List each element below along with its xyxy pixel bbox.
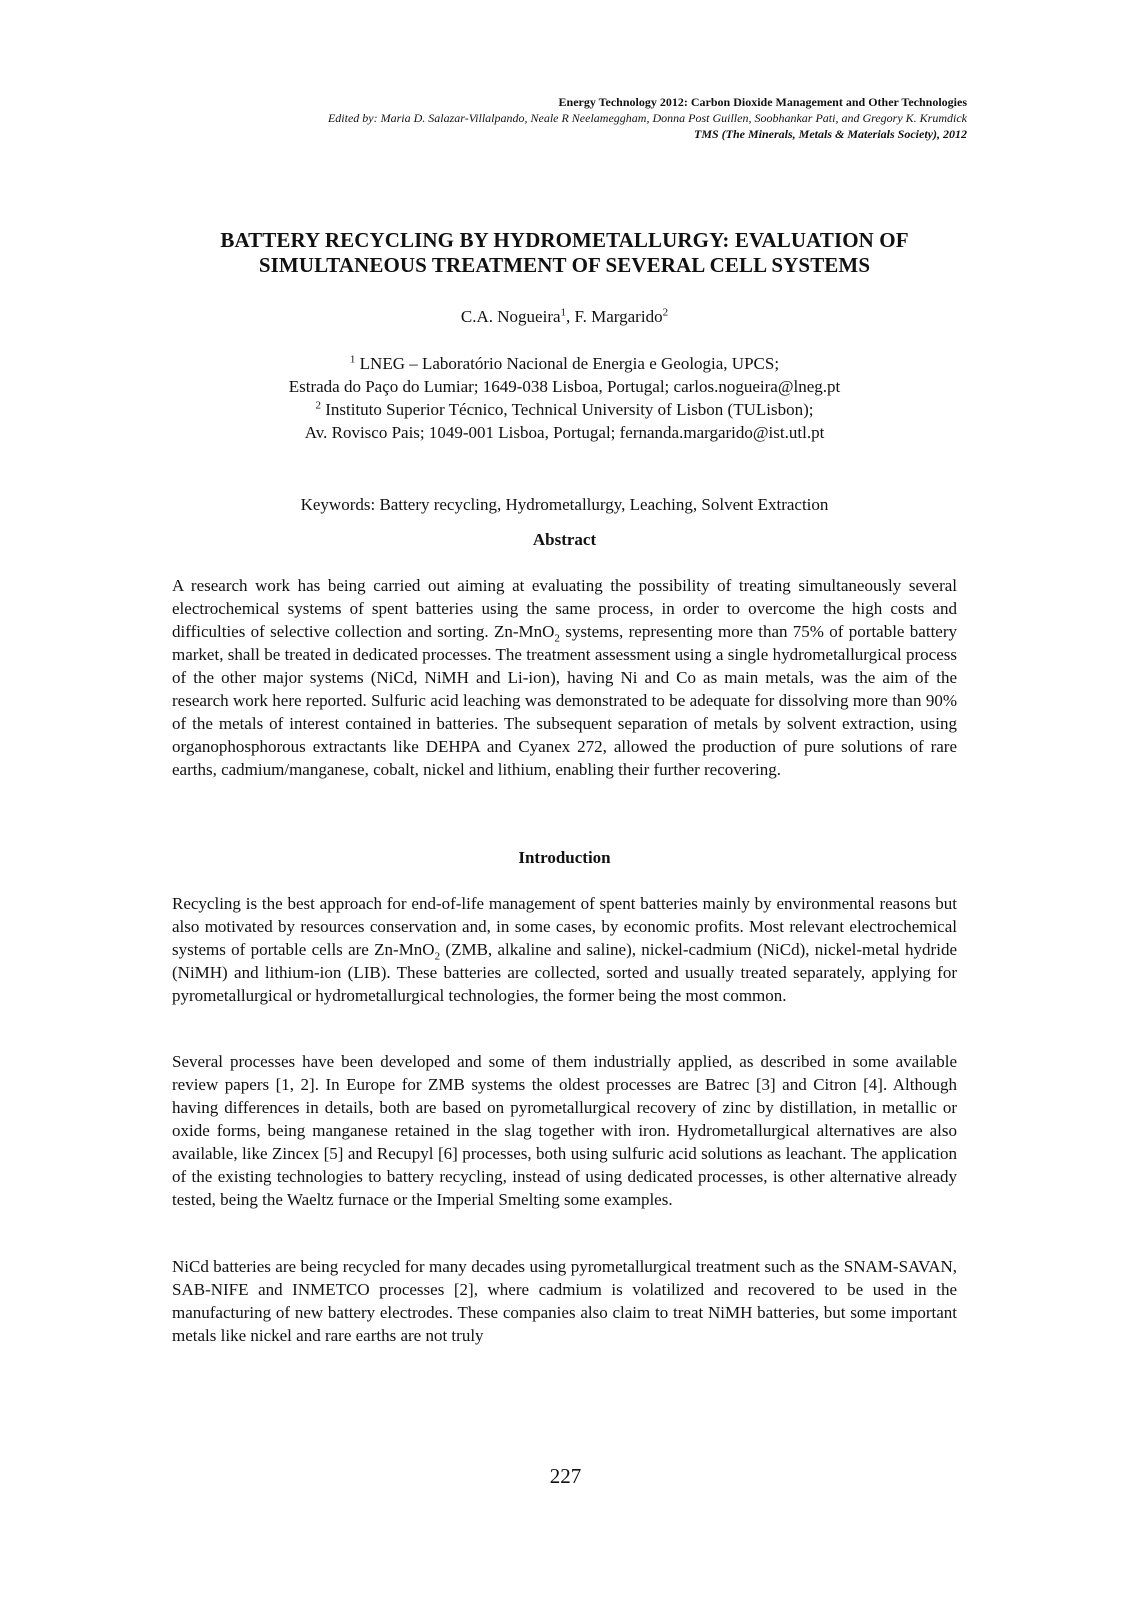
author-1-affil-mark: 1: [560, 306, 567, 319]
affiliation-1-name: LNEG – Laboratório Nacional de Energia e Geologia, UPCS;: [355, 354, 780, 373]
abstract-subscript: 2: [554, 632, 560, 645]
author-2: F. Margarido: [574, 307, 663, 326]
author-2-affil-mark: 2: [662, 306, 669, 319]
title-line-2: SIMULTANEOUS TREATMENT OF SEVERAL CELL SYSTEMS: [258, 253, 871, 277]
page-number: 227: [549, 1464, 582, 1488]
header-proceedings-title: Energy Technology 2012: Carbon Dioxide Management and Other Technologies: [558, 95, 967, 109]
author-separator: ,: [566, 307, 575, 326]
header-publisher: TMS (The Minerals, Metals & Materials Society), 2012: [694, 127, 967, 141]
abstract-text-1: A research work has being carried out aiming at evaluating the possibility of treating simultaneously several electrochemical systems of spent batteries using the same process, in order to overcome the high costs and difficulties of selective collection and sorting. Zn-MnO: [172, 576, 957, 641]
intro-paragraph-2: Several processes have been developed and some of them industrially applied, as described in some available review papers [1, 2]. In Europe for ZMB systems the oldest processes are Batrec [3] and Citron [4]. Although having differences in details, both are based on pyrometallurgical recovery of zinc by distillation, in metallic or oxide forms, being manganese retained in the slag together with iron. Hydrometallurgical alternatives are also available, like Zincex [5] and Recupyl [6] processes, both using sulfuric acid solutions as leachant. The application of the existing technologies to battery recycling, instead of using dedicated processes, is other alternative already tested, being the Waeltz furnace or the Imperial Smelting some examples.: [172, 1052, 957, 1209]
affiliation-2-address: Av. Rovisco Pais; 1049-001 Lisboa, Portugal; fernanda.margarido@ist.utl.pt: [304, 423, 825, 442]
intro-p1-text-1: Recycling is the best approach for end-of-life management of spent batteries mainly by environmental reasons but also motivated by resources conservation and, in some cases, by economic profits. Most relevant electrochemical systems of portable cells are Zn-MnO: [172, 894, 957, 959]
author-list: [172, 306, 957, 328]
intro-p1-subscript: 2: [434, 950, 441, 963]
running-header: [167, 94, 967, 142]
affiliation-1-mark: 1: [349, 353, 356, 366]
intro-paragraph-1: [172, 892, 957, 1007]
paper-title: [172, 228, 957, 278]
intro-paragraph-3: NiCd batteries are being recycled for many decades using pyrometallurgical treatment such as the SNAM-SAVAN, SAB-NIFE and INMETCO processes [2], where cadmium is volatilized and recovered to be used in the manufacturing of new battery electrodes. These companies also claim to treat NiMH batteries, but some important metals like nickel and rare earths are not truly: [172, 1257, 957, 1345]
affiliation-1-address: Estrada do Paço do Lumiar; 1649-038 Lisboa, Portugal; carlos.nogueira@lneg.pt: [288, 377, 841, 396]
affiliation-2-mark: 2: [315, 399, 321, 412]
affiliation-2-line-1: [172, 398, 957, 421]
intro-p1-text-2: (ZMB, alkaline and saline), nickel-cadmium (NiCd), nickel-metal hydride (NiMH) and lithium-ion (LIB). These batteries are collected, sorted and usually treated separately, applying for pyrometallurgical or hydrometallurgical technologies, the former being the most common.: [172, 940, 957, 1005]
affiliation-1-line-1: [172, 352, 957, 375]
author-1: C.A. Nogueira: [460, 307, 561, 326]
introduction-heading: Introduction: [518, 848, 611, 867]
affiliations: [172, 352, 957, 444]
abstract-paragraph: [172, 574, 957, 781]
abstract-heading: Abstract: [532, 530, 597, 549]
affiliation-2-name: Instituto Superior Técnico, Technical University of Lisbon (TULisbon);: [320, 400, 814, 419]
header-editors: Edited by: Maria D. Salazar-Villalpando, Neale R Neelameggham, Donna Post Guillen, Soobhankar Pati, and Gregory K. Krumdick: [327, 111, 967, 125]
abstract-text-2: systems, representing more than 75% of portable battery market, shall be treated in dedicated processes. The treatment assessment using a single hydrometallurgical process of the other major systems (NiCd, NiMH and Li-ion), having Ni and Co as main metals, was the aim of the research work here reported. Sulfuric acid leaching was demonstrated to be adequate for dissolving more than 90% of the metals of interest contained in batteries. The subsequent separation of metals by solvent extraction, using organophosphorous extractants like DEHPA and Cyanex 272, allowed the production of pure solutions of rare earths, cadmium/manganese, cobalt, nickel and lithium, enabling their further recovering.: [172, 622, 957, 779]
title-line-1: BATTERY RECYCLING BY HYDROMETALLURGY: EVALUATION OF: [220, 228, 909, 252]
keywords: Keywords: Battery recycling, Hydrometallurgy, Leaching, Solvent Extraction: [300, 495, 829, 514]
